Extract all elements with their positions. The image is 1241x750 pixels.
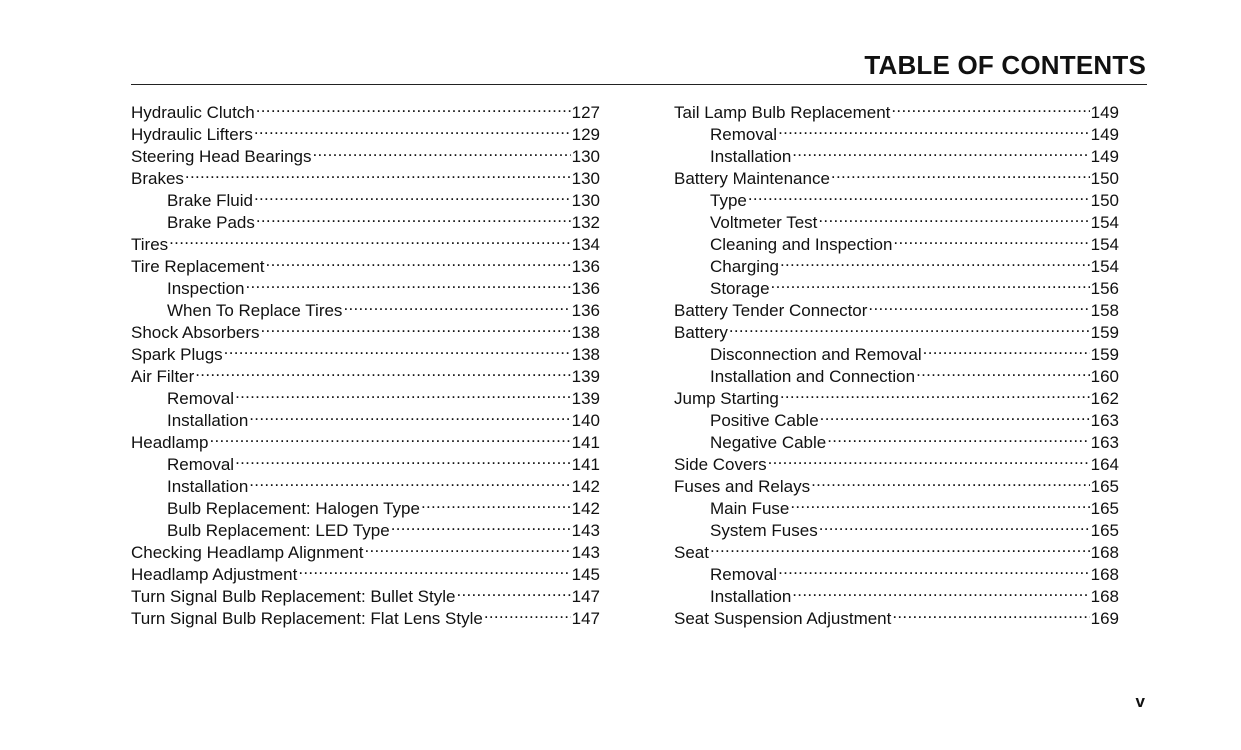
toc-entry-page: 164 bbox=[1090, 455, 1119, 474]
toc-entry-page: 139 bbox=[571, 389, 600, 408]
toc-entry[interactable] bbox=[674, 338, 1119, 364]
toc-entry-title: Turn Signal Bulb Replacement: Flat Lens Style bbox=[131, 609, 483, 628]
toc-entry-title: Negative Cable bbox=[710, 433, 827, 452]
toc-left-column bbox=[131, 96, 600, 628]
toc-entry-page: 165 bbox=[1090, 499, 1119, 518]
dot-leader bbox=[249, 470, 570, 492]
toc-entry-title: Tires bbox=[131, 235, 169, 254]
dot-leader bbox=[923, 338, 1090, 360]
dot-leader bbox=[256, 206, 571, 228]
toc-entry-title: Charging bbox=[710, 257, 779, 276]
toc-entry-page: 165 bbox=[1090, 477, 1119, 496]
toc-entry[interactable] bbox=[131, 360, 600, 386]
dot-leader bbox=[892, 602, 1089, 624]
dot-leader bbox=[891, 96, 1089, 118]
toc-entry[interactable] bbox=[674, 536, 1119, 562]
toc-entry-title: Shock Absorbers bbox=[131, 323, 260, 342]
dot-leader bbox=[343, 294, 570, 316]
toc-entry-page: 149 bbox=[1090, 147, 1119, 166]
page-number: v bbox=[1135, 692, 1145, 711]
toc-entry-page: 132 bbox=[571, 213, 600, 232]
toc-entry-page: 138 bbox=[571, 323, 600, 342]
dot-leader bbox=[195, 360, 570, 382]
toc-entry-title: System Fuses bbox=[710, 521, 818, 540]
dot-leader bbox=[298, 558, 570, 580]
toc-entry-page: 168 bbox=[1090, 543, 1119, 562]
dot-leader bbox=[827, 426, 1089, 448]
toc-entry-title: Inspection bbox=[167, 279, 245, 298]
toc-entry-page: 149 bbox=[1090, 125, 1119, 144]
toc-entry[interactable] bbox=[674, 96, 1119, 122]
dot-leader bbox=[256, 96, 571, 118]
toc-entry-page: 168 bbox=[1090, 587, 1119, 606]
title-divider bbox=[131, 84, 1147, 85]
toc-entry-title: Removal bbox=[167, 455, 235, 474]
dot-leader bbox=[778, 118, 1090, 140]
toc-entry-page: 129 bbox=[571, 125, 600, 144]
toc-entry-title: Voltmeter Test bbox=[710, 213, 818, 232]
dot-leader bbox=[868, 294, 1089, 316]
toc-entry-title: Battery Maintenance bbox=[674, 169, 830, 188]
toc-entry-title: Spark Plugs bbox=[131, 345, 223, 364]
dot-leader bbox=[254, 184, 571, 206]
dot-leader bbox=[456, 580, 570, 602]
toc-entry-page: 142 bbox=[571, 499, 600, 518]
toc-entry-title: Bulb Replacement: Halogen Type bbox=[167, 499, 420, 518]
toc-entry-page: 130 bbox=[571, 169, 600, 188]
toc-entry-page: 127 bbox=[571, 103, 600, 122]
toc-entry-title: Jump Starting bbox=[674, 389, 779, 408]
dot-leader bbox=[254, 118, 571, 140]
toc-entry-page: 154 bbox=[1090, 257, 1119, 276]
toc-entry-page: 154 bbox=[1090, 213, 1119, 232]
toc-entry-page: 156 bbox=[1090, 279, 1119, 298]
toc-entry-title: Headlamp Adjustment bbox=[131, 565, 298, 584]
toc-entry-page: 147 bbox=[571, 609, 600, 628]
toc-entry-page: 130 bbox=[571, 191, 600, 210]
toc-entry-title: Installation bbox=[167, 477, 249, 496]
dot-leader bbox=[421, 492, 571, 514]
toc-entry[interactable] bbox=[131, 162, 600, 188]
toc-entry-title: Hydraulic Lifters bbox=[131, 125, 253, 144]
toc-entry-page: 159 bbox=[1090, 345, 1119, 364]
toc-entry-page: 143 bbox=[571, 543, 600, 562]
dot-leader bbox=[710, 536, 1090, 558]
dot-leader bbox=[778, 558, 1090, 580]
dot-leader bbox=[224, 338, 571, 360]
toc-entry-title: Side Covers bbox=[674, 455, 767, 474]
toc-entry-title: Steering Head Bearings bbox=[131, 147, 312, 166]
toc-entry-title: Seat Suspension Adjustment bbox=[674, 609, 892, 628]
toc-entry-title: Headlamp bbox=[131, 433, 209, 452]
dot-leader bbox=[169, 228, 570, 250]
toc-right-column bbox=[674, 96, 1119, 628]
toc-entry-page: 150 bbox=[1090, 169, 1119, 188]
toc-entry-page: 158 bbox=[1090, 301, 1119, 320]
toc-entry-page: 149 bbox=[1090, 103, 1119, 122]
toc-entry-page: 136 bbox=[571, 279, 600, 298]
toc-entry-title: Installation and Connection bbox=[710, 367, 916, 386]
dot-leader bbox=[748, 184, 1090, 206]
page-title: TABLE OF CONTENTS bbox=[864, 50, 1146, 80]
toc-entry-title: Air Filter bbox=[131, 367, 195, 386]
toc-entry-page: 150 bbox=[1090, 191, 1119, 210]
toc-entry[interactable] bbox=[131, 382, 600, 408]
toc-entry-page: 147 bbox=[571, 587, 600, 606]
toc-entry[interactable] bbox=[674, 316, 1119, 342]
toc-entry-title: Main Fuse bbox=[710, 499, 790, 518]
toc-entry-title: Installation bbox=[710, 587, 792, 606]
toc-entry[interactable] bbox=[131, 184, 600, 210]
toc-entry-title: Tail Lamp Bulb Replacement bbox=[674, 103, 891, 122]
toc-entry-title: When To Replace Tires bbox=[167, 301, 343, 320]
toc-entry-title: Storage bbox=[710, 279, 770, 298]
toc-entry-page: 145 bbox=[571, 565, 600, 584]
toc-entry-page: 141 bbox=[571, 433, 600, 452]
dot-leader bbox=[185, 162, 571, 184]
toc-entry-page: 138 bbox=[571, 345, 600, 364]
toc-entry-page: 142 bbox=[571, 477, 600, 496]
dot-leader bbox=[811, 470, 1090, 492]
toc-entry-title: Installation bbox=[167, 411, 249, 430]
toc-entry-title: Positive Cable bbox=[710, 411, 819, 430]
toc-entry-page: 130 bbox=[571, 147, 600, 166]
dot-leader bbox=[893, 228, 1089, 250]
dot-leader bbox=[729, 316, 1090, 338]
dot-leader bbox=[246, 272, 571, 294]
dot-leader bbox=[792, 580, 1089, 602]
dot-leader bbox=[210, 426, 571, 448]
toc-entry-title: Removal bbox=[710, 565, 778, 584]
toc-entry-page: 168 bbox=[1090, 565, 1119, 584]
toc-entry-page: 136 bbox=[571, 257, 600, 276]
dot-leader bbox=[261, 316, 571, 338]
toc-entry-title: Fuses and Relays bbox=[674, 477, 811, 496]
dot-leader bbox=[484, 602, 571, 624]
dot-leader bbox=[820, 404, 1090, 426]
toc-entry-title: Battery Tender Connector bbox=[674, 301, 868, 320]
toc-entry-title: Removal bbox=[710, 125, 778, 144]
toc-entry-page: 163 bbox=[1090, 433, 1119, 452]
dot-leader bbox=[916, 360, 1090, 382]
dot-leader bbox=[235, 382, 571, 404]
toc-entry-title: Turn Signal Bulb Replacement: Bullet Style bbox=[131, 587, 456, 606]
dot-leader bbox=[249, 404, 570, 426]
toc-entry-title: Hydraulic Clutch bbox=[131, 103, 255, 122]
dot-leader bbox=[771, 272, 1090, 294]
toc-entry-page: 162 bbox=[1090, 389, 1119, 408]
toc-entry[interactable] bbox=[131, 250, 600, 276]
toc-entry-title: Bulb Replacement: LED Type bbox=[167, 521, 390, 540]
dot-leader bbox=[235, 448, 571, 470]
dot-leader bbox=[831, 162, 1090, 184]
toc-entry-title: Type bbox=[710, 191, 747, 210]
toc-entry[interactable] bbox=[131, 96, 600, 122]
toc-entry-page: 134 bbox=[571, 235, 600, 254]
toc-entry-title: Brake Fluid bbox=[167, 191, 253, 210]
toc-entry-page: 139 bbox=[571, 367, 600, 386]
toc-entry-page: 165 bbox=[1090, 521, 1119, 540]
toc-entry-title: Cleaning and Inspection bbox=[710, 235, 893, 254]
dot-leader bbox=[819, 514, 1090, 536]
toc-entry-page: 169 bbox=[1090, 609, 1119, 628]
dot-leader bbox=[391, 514, 571, 536]
toc-entry-page: 136 bbox=[571, 301, 600, 320]
toc-entry-page: 141 bbox=[571, 455, 600, 474]
toc-entry-title: Battery bbox=[674, 323, 728, 342]
toc-entry-title: Brake Pads bbox=[167, 213, 255, 232]
dot-leader bbox=[818, 206, 1089, 228]
toc-entry-title: Checking Headlamp Alignment bbox=[131, 543, 364, 562]
toc-entry-title: Removal bbox=[167, 389, 235, 408]
toc-entry-title: Installation bbox=[710, 147, 792, 166]
dot-leader bbox=[313, 140, 571, 162]
toc-entry-page: 154 bbox=[1090, 235, 1119, 254]
toc-entry-title: Tire Replacement bbox=[131, 257, 265, 276]
dot-leader bbox=[780, 382, 1090, 404]
toc-entry-title: Brakes bbox=[131, 169, 184, 188]
dot-leader bbox=[768, 448, 1090, 470]
toc-entry-page: 159 bbox=[1090, 323, 1119, 342]
dot-leader bbox=[780, 250, 1090, 272]
toc-entry-title: Disconnection and Removal bbox=[710, 345, 922, 364]
toc-entry-title: Seat bbox=[674, 543, 709, 562]
toc-entry-page: 140 bbox=[571, 411, 600, 430]
toc-entry[interactable] bbox=[674, 558, 1119, 584]
toc-entry-page: 163 bbox=[1090, 411, 1119, 430]
toc-entry-page: 160 bbox=[1090, 367, 1119, 386]
dot-leader bbox=[364, 536, 570, 558]
dot-leader bbox=[792, 140, 1089, 162]
dot-leader bbox=[266, 250, 571, 272]
dot-leader bbox=[790, 492, 1089, 514]
toc-entry-page: 143 bbox=[571, 521, 600, 540]
toc-entry[interactable] bbox=[131, 228, 600, 254]
